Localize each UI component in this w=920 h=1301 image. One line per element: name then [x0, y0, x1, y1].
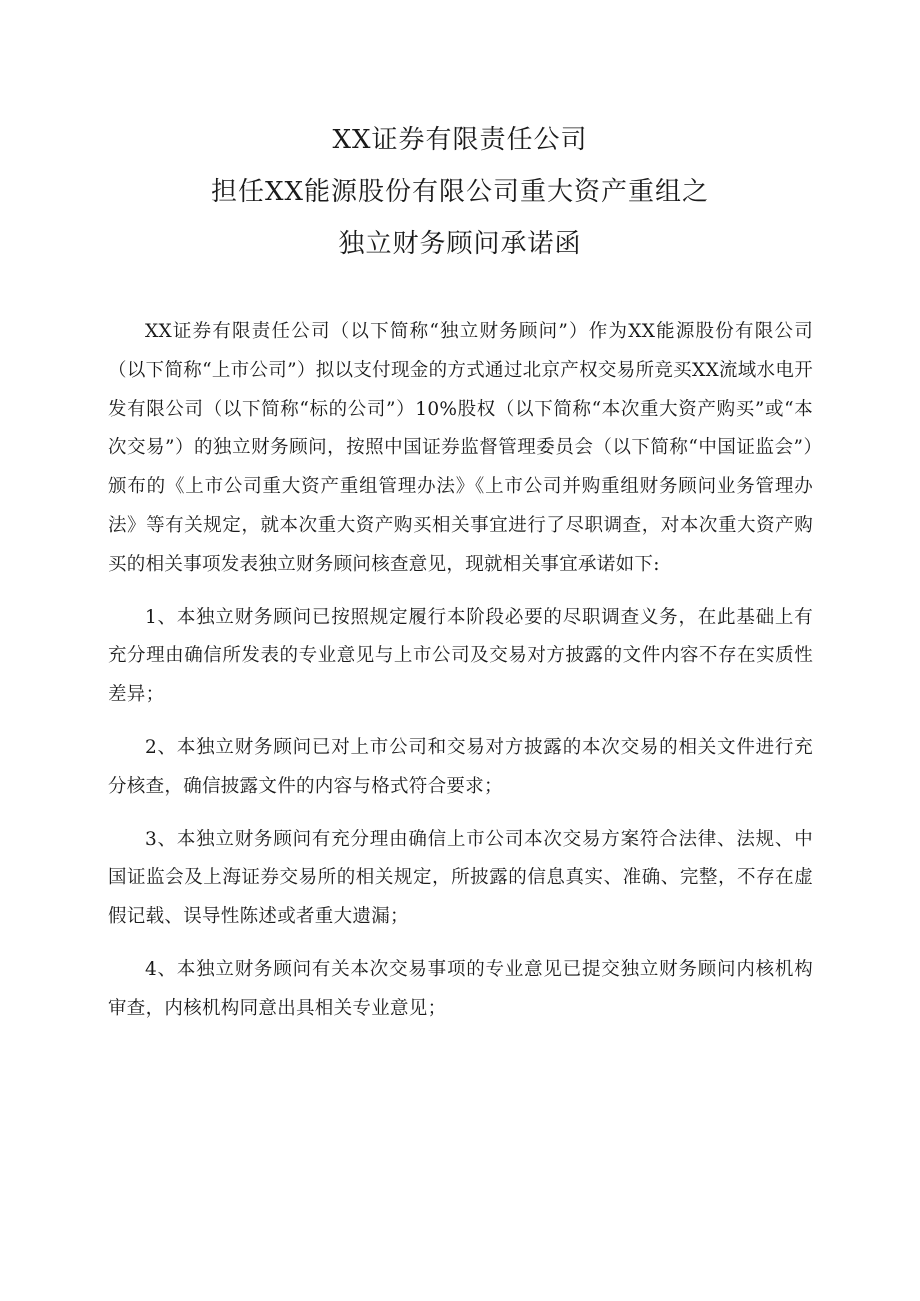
title-line-3: 独立财务顾问承诺函 — [338, 229, 582, 259]
intro-paragraph: XX证券有限责任公司（以下简称“独立财务顾问”）作为XX能源股份有限公司（以下简称“上市公司”）拟以支付现金的方式通过北京产权交易所竞买XX流域水电开发有限公司（以下简称“标的公司”）10%股权（以下简称“本次重大资产购买”或“本次交易”）的独立财务顾问，按照中国证券监督管理委员会（以下简称“中国证监会”）颁布的《上市公司重大资产重组管理办法》《上市公司并购重组财务顾问业务管理办法》等有关规定，就本次重大资产购买相关事宜进行了尽职调查，对本次重大资产购买的相关事项发表独立财务顾问核查意见，现就相关事宜承诺如下: — [108, 321, 813, 575]
title-line-1: XX证券有限责任公司 — [332, 125, 588, 155]
commitment-item-3: 3、本独立财务顾问有充分理由确信上市公司本次交易方案符合法律、法规、中国证监会及上海证券交易所的相关规定，所披露的信息真实、准确、完整，不存在虚假记载、误导性陈述或者重大遗漏； — [108, 828, 813, 928]
document-body — [108, 313, 813, 1029]
document-title — [0, 114, 920, 270]
commitment-item-2: 2、本独立财务顾问已对上市公司和交易对方披露的本次交易的相关文件进行充分核查，确信披露文件的内容与格式符合要求； — [108, 736, 813, 797]
commitment-item-4: 4、本独立财务顾问有关本次交易事项的专业意见已提交独立财务顾问内核机构审查，内核机构同意出具相关专业意见； — [108, 958, 813, 1019]
title-line-2: 担任XX能源股份有限公司重大资产重组之 — [210, 177, 710, 207]
commitment-item-1: 1、本独立财务顾问已按照规定履行本阶段必要的尽职调查义务，在此基础上有充分理由确信所发表的专业意见与上市公司及交易对方披露的文件内容不存在实质性差异； — [108, 606, 813, 706]
